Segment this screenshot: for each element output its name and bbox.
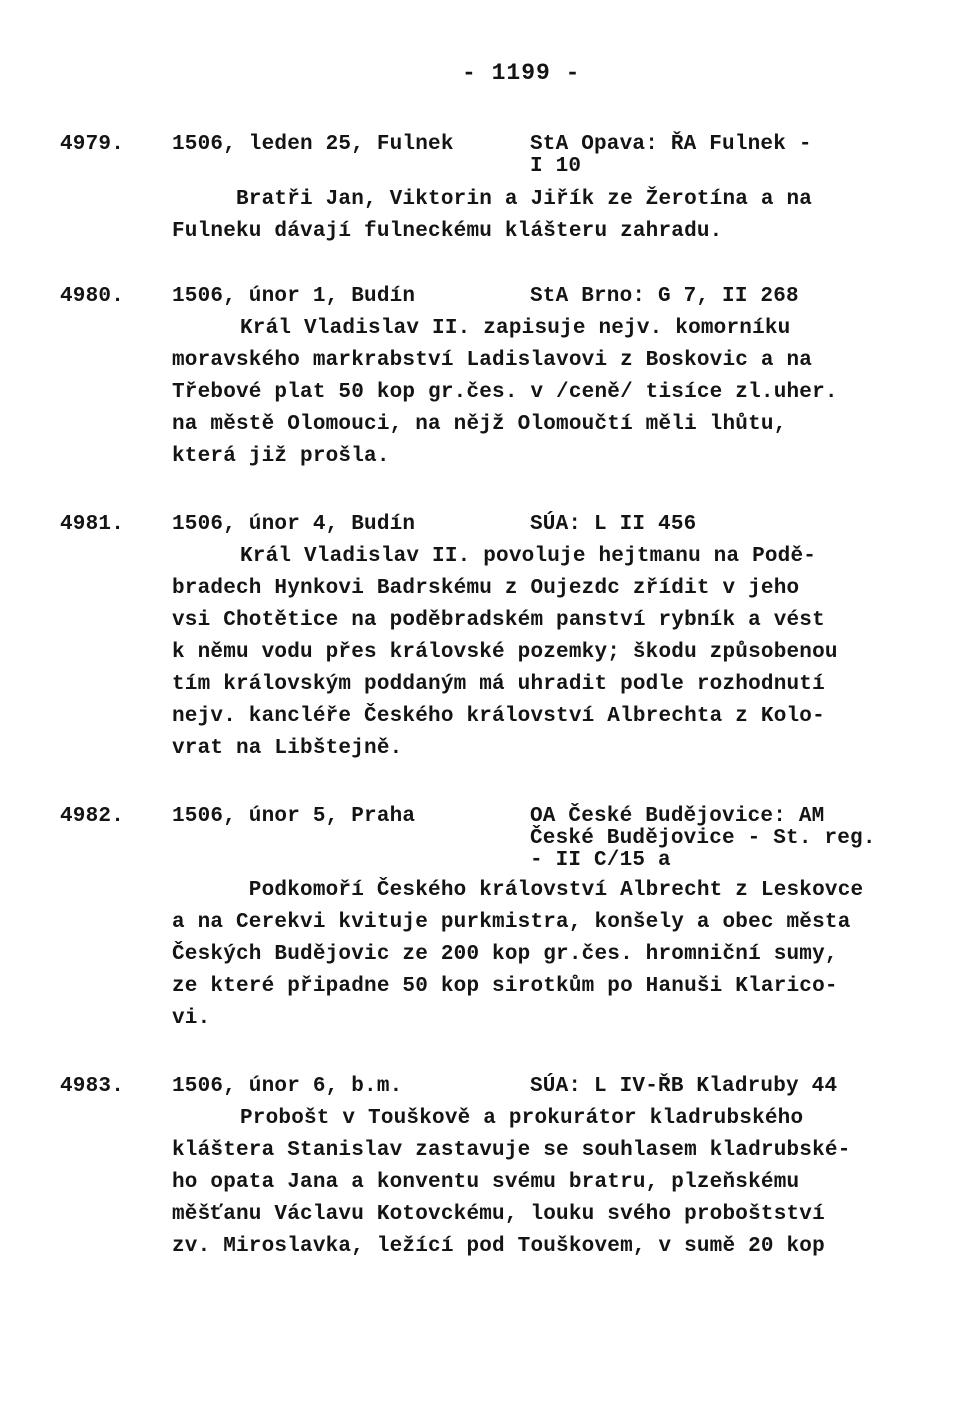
entry-date-place: 1506, leden 25, Fulnek <box>172 133 454 156</box>
entry-archive-line: StA Brno: G 7, II 268 <box>530 285 799 308</box>
entry-text-line: Bratři Jan, Viktorin a Jiřík ze Žerotína a na <box>172 188 813 211</box>
entry-text-line: vrat na Libštejně. <box>172 737 403 760</box>
entry-archive-line: StA Opava: ŘA Fulnek - <box>530 133 812 156</box>
entry-number: 4981. <box>60 513 125 536</box>
entry-date-place: 1506, únor 4, Budín <box>172 513 416 536</box>
entry-text-line: k němu vodu přes královské pozemky; škodu způsobenou <box>172 641 838 664</box>
entry-text-line: Probošt v Touškově a prokurátor kladrubského <box>240 1107 804 1130</box>
entry-archive-line: SÚA: L IV-ŘB Kladruby 44 <box>530 1075 838 1098</box>
entry-archive-line: OA České Budějovice: AM <box>530 805 825 828</box>
entry-text-line: moravského markrabství Ladislavovi z Boskovic a na <box>172 349 813 372</box>
entry-archive-line: I 10 <box>530 155 582 178</box>
entry-text-line: vi. <box>172 1007 211 1030</box>
page-number: - 1199 - <box>462 60 581 86</box>
entry-text-line: Podkomoří Českého království Albrecht z Leskovce <box>172 879 864 902</box>
entry-text-line: tím královským poddaným má uhradit podle rozhodnutí <box>172 673 825 696</box>
entry-text-line: Českých Budějovic ze 200 kop gr.čes. hromniční sumy, <box>172 943 838 966</box>
entry-text-line: která již prošla. <box>172 445 390 468</box>
entry-text-line: a na Cerekvi kvituje purkmistra, konšely a obec města <box>172 911 851 934</box>
entry-text-line: vsi Chotětice na poděbradském panství rybník a vést <box>172 609 825 632</box>
entry-number: 4983. <box>60 1075 125 1098</box>
entry-text-line: bradech Hynkovi Badrskému z Oujezdc zřídit v jeho <box>172 577 800 600</box>
entry-text-line: Třebové plat 50 kop gr.čes. v /ceně/ tisíce zl.uher. <box>172 381 838 404</box>
entry-text-line: ho opata Jana a konventu svému bratru, plzeňskému <box>172 1171 800 1194</box>
entry-date-place: 1506, únor 6, b.m. <box>172 1075 403 1098</box>
entry-archive-line: České Budějovice - St. reg. <box>530 827 876 850</box>
entry-text-line: ze které připadne 50 kop sirotkům po Hanuši Klarico- <box>172 975 838 998</box>
entry-text-line: Král Vladislav II. povoluje hejtmanu na Podě- <box>240 545 817 568</box>
entry-text-line: Fulneku dávají fulneckému klášteru zahradu. <box>172 220 723 243</box>
entry-number: 4979. <box>60 133 125 156</box>
entry-number: 4982. <box>60 805 125 828</box>
entry-archive-line: - II C/15 a <box>530 849 671 872</box>
entry-date-place: 1506, únor 5, Praha <box>172 805 416 828</box>
entry-text-line: měšťanu Václavu Kotovckému, louku svého proboštství <box>172 1203 825 1226</box>
entry-text-line: Král Vladislav II. zapisuje nejv. komorníku <box>240 317 791 340</box>
entry-archive-line: SÚA: L II 456 <box>530 513 697 536</box>
entry-text-line: nejv. kancléře Českého království Albrechta z Kolo- <box>172 705 825 728</box>
entry-text-line: na městě Olomouci, na nějž Olomoučtí měli lhůtu, <box>172 413 787 436</box>
entry-number: 4980. <box>60 285 125 308</box>
entry-text-line: zv. Miroslavka, ležící pod Touškovem, v sumě 20 kop <box>172 1235 825 1258</box>
entry-date-place: 1506, únor 1, Budín <box>172 285 416 308</box>
entry-text-line: kláštera Stanislav zastavuje se souhlasem kladrubské- <box>172 1139 851 1162</box>
